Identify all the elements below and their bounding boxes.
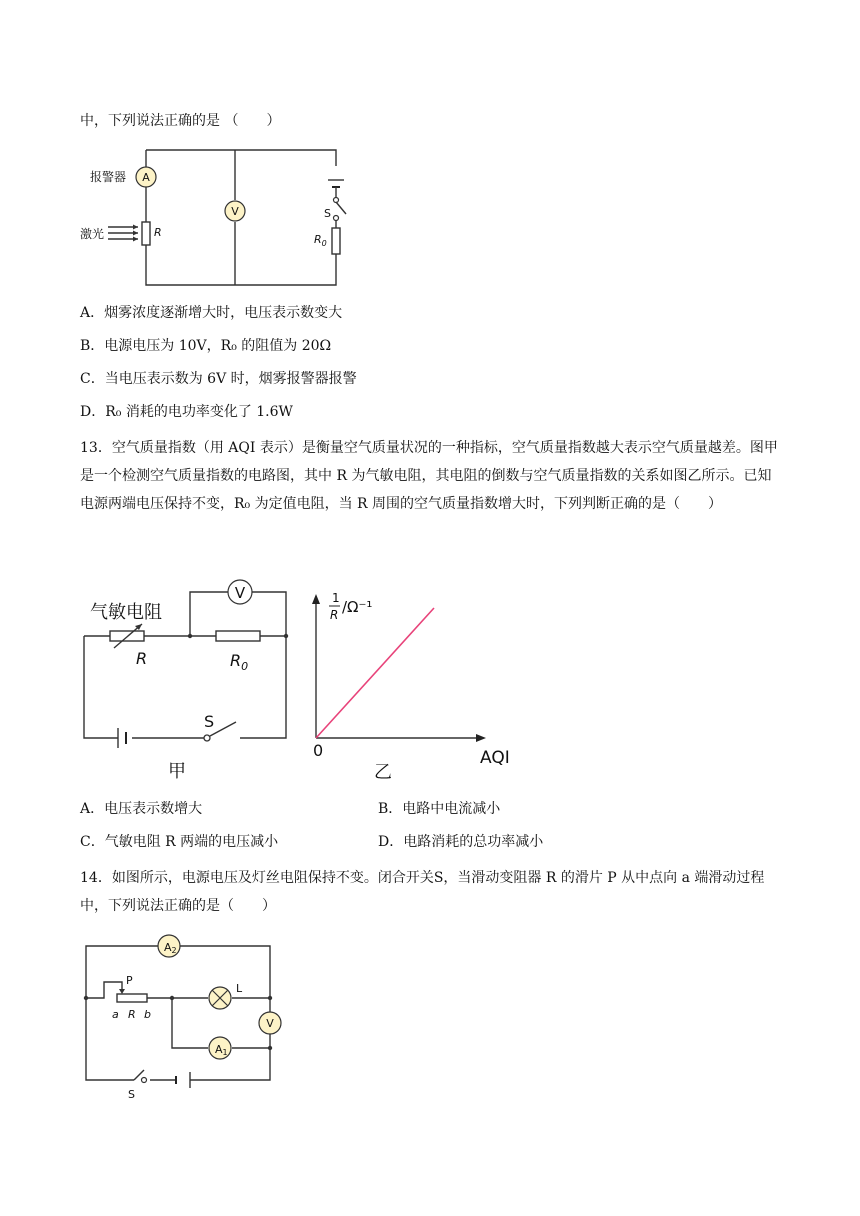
y-axis-numerator: 1 (332, 591, 340, 605)
data-line (316, 608, 434, 738)
alarm-label: 报警器 (90, 170, 127, 184)
photoresistor-label: R (154, 226, 162, 239)
origin-label: 0 (313, 741, 324, 760)
slider-label: P (126, 974, 133, 987)
q13-option-d[interactable]: D．电路消耗的总功率减小 (378, 834, 544, 850)
caption-jia: 甲 (168, 761, 186, 782)
figure-rheostat-lamp-circuit (80, 932, 290, 1101)
rheostat-label: R (128, 1008, 136, 1021)
figure-reciprocal-resistance-graph (306, 586, 526, 786)
voltmeter-symbol-3: V (266, 1017, 274, 1030)
figure-gas-sensor-circuit (80, 570, 310, 785)
y-axis-denominator: R (330, 608, 339, 622)
voltmeter-symbol-2: V (234, 584, 246, 602)
question-14-text: 14．如图所示，电源电压及灯丝电阻保持不变。闭合开关S，当滑动变阻器 R 的滑片 P 从中点向 a 端滑动过程中，下列说法正确的是（ ） (80, 870, 765, 914)
q13-option-b[interactable]: B．电路中电流减小 (378, 801, 501, 817)
figure-smoke-alarm-circuit (78, 140, 348, 290)
question-intro-line: 中，下列说法正确的是 （ ） (80, 113, 281, 129)
q12-option-a[interactable]: A．烟雾浓度逐渐增大时，电压表示数变大 (80, 305, 343, 321)
r0-label: $R_0$ (314, 233, 327, 248)
a2-symbol: A2 (164, 941, 177, 955)
x-axis-label: AQI (480, 748, 510, 768)
question-13-text: 13．空气质量指数（用 AQI 表示）是衡量空气质量状况的一种指标，空气质量指数越大表示空气质量越差。图甲是一个检测空气质量指数的电路图，其中 R 为气敏电阻，其电阻的倒数与空气质量指数的关系如图乙所示。已知电源两端电压保持不变，R₀ 为定值电阻，当 R 周围的空气质量指数增大时，下列判断正确的是（ ） (80, 440, 778, 512)
gas-sensor-label: 气敏电阻 (90, 602, 162, 623)
end-b-label: b (144, 1008, 151, 1021)
switch-label: S (324, 207, 331, 220)
sensor-resistor-label: R (136, 649, 148, 668)
lamp-label: L (236, 982, 243, 995)
q12-option-d[interactable]: D．R₀ 消耗的电功率变化了 1.6W (80, 404, 293, 420)
q13-option-a[interactable]: A．电压表示数增大 (80, 801, 203, 817)
voltmeter-symbol: V (231, 205, 239, 218)
end-a-label: a (112, 1008, 119, 1021)
switch-label-2: S (204, 712, 215, 731)
ammeter-symbol: A (142, 171, 150, 184)
q13-option-c[interactable]: C．气敏电阻 R 两端的电压减小 (80, 834, 279, 850)
laser-label: 激光 (80, 227, 105, 241)
r0-label-2: $R_0$ (230, 651, 249, 673)
q12-option-b[interactable]: B．电源电压为 10V，R₀ 的阻值为 20Ω (80, 338, 332, 354)
switch-label-3: S (128, 1088, 135, 1101)
caption-yi: 乙 (374, 762, 392, 783)
y-axis-unit: /Ω⁻¹ (342, 598, 373, 616)
a1-symbol: A1 (215, 1043, 228, 1057)
q12-option-c[interactable]: C．当电压表示数为 6V 时，烟雾报警器报警 (80, 371, 357, 387)
